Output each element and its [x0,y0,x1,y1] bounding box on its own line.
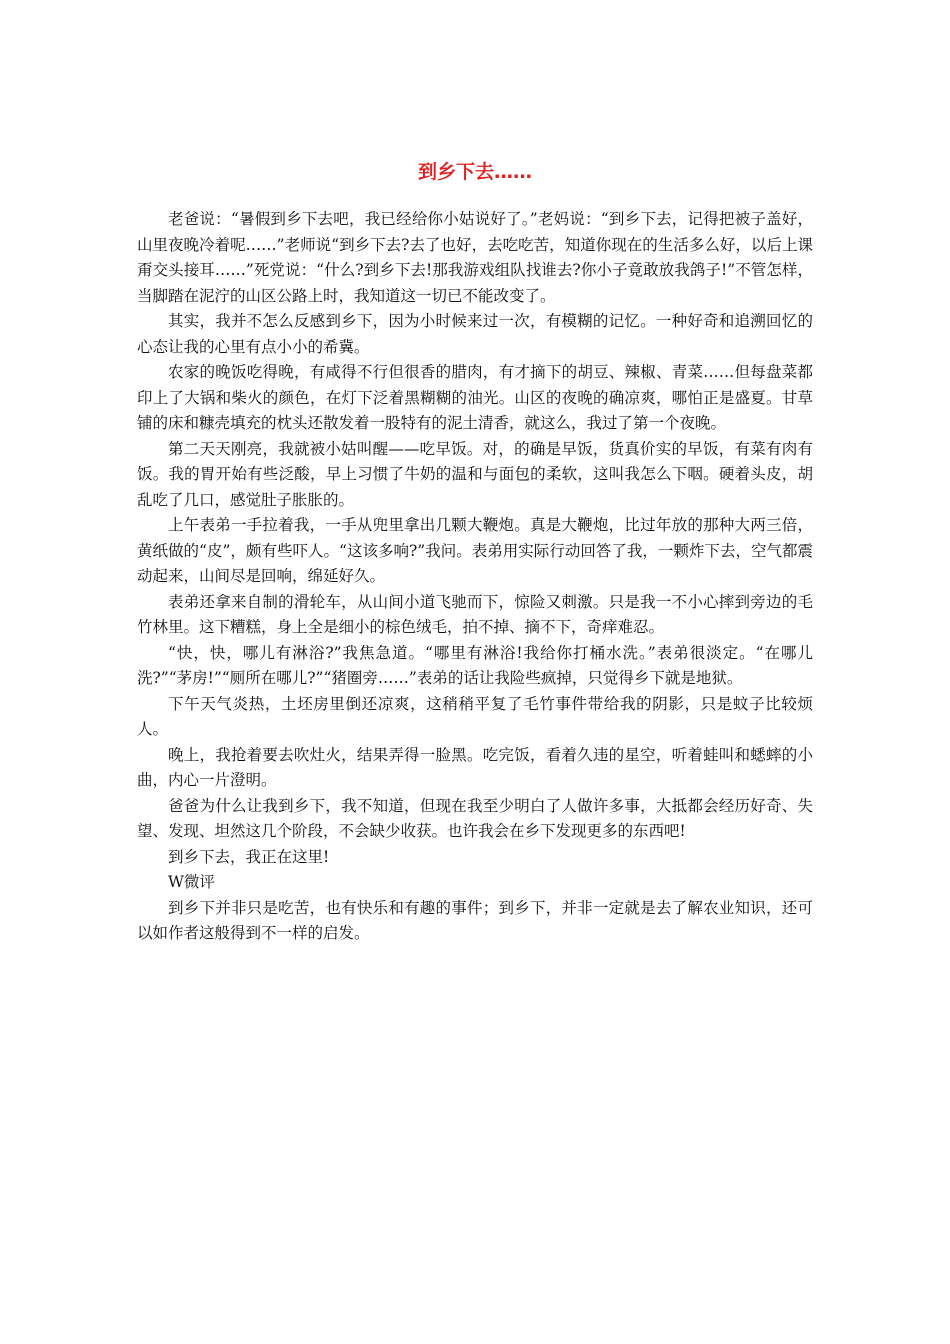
paragraph: “快，快，哪儿有淋浴?”我焦急道。“哪里有淋浴!我给你打桶水洗。”表弟很淡定。“在哪儿洗?”“茅房!”“厕所在哪儿?”“猪圈旁……”表弟的话让我险些疯掉，只觉得乡下就是地狱。 [137,643,813,687]
paragraph: 表弟还拿来自制的滑轮车，从山间小道飞驰而下，惊险又刺激。只是我一不小心摔到旁边的毛竹林里。这下糟糕，身上全是细小的棕色绒毛，拍不掉、摘不下，奇痒难忍。 [137,592,813,636]
paragraph: 其实，我并不怎么反感到乡下，因为小时候来过一次，有模糊的记忆。一种好奇和追溯回忆的心态让我的心里有点小小的希冀。 [137,312,813,356]
paragraph: 爸爸为什么让我到乡下，我不知道，但现在我至少明白了人做许多事，大抵都会经历好奇、失望、发现、坦然这几个阶段，不会缺少收获。也许我会在乡下发现更多的东西吧! [137,796,813,840]
article-title: 到乡下去…… [417,161,532,183]
paragraph: 上午表弟一手拉着我，一手从兜里拿出几颗大鞭炮。真是大鞭炮，比过年放的那种大两三倍，黄纸做的“皮”，颇有些吓人。“这该多响?”我问。表弟用实际行动回答了我，一颗炸下去，空气都震动起来，山间尽是回响，绵延好久。 [137,516,813,585]
paragraph: 第二天天刚亮，我就被小姑叫醒——吃早饭。对，的确是早饭，货真价实的早饭，有菜有肉有饭。我的胃开始有些泛酸，早上习惯了牛奶的温和与面包的柔软，这叫我怎么下咽。硬着头皮，胡乱吃了几口，感觉肚子胀胀的。 [137,439,813,509]
paragraph: 老爸说：“暑假到乡下去吧，我已经给你小姑说好了。”老妈说：“到乡下去，记得把被子盖好，山里夜晚冷着呢……”老师说“到乡下去?去了也好，去吃吃苦，知道你现在的生活多么好，以后上课甭交头接耳……”死党说：“什么?到乡下去!那我游戏组队找谁去?你小子竟敢放我鸽子!”不管怎样，当脚踏在泥泞的山区公路上时，我知道这一切已不能改变了。 [137,210,813,305]
comment-paragraph: 到乡下并非只是吃苦，也有快乐和有趣的事件；到乡下，并非一定就是去了解农业知识，还可以如作者这般得到不一样的启发。 [137,898,813,942]
paragraph: 下午天气炎热，土坯房里倒还凉爽，这稍稍平复了毛竹事件带给我的阴影，只是蚊子比较烦人。 [137,694,813,738]
article-body [137,207,813,947]
paragraph: 到乡下去，我正在这里! [168,847,330,866]
paragraph: 晚上，我抢着要去吹灶火，结果弄得一脸黑。吃完饭，看着久违的星空，听着蛙叫和蟋蟀的小曲，内心一片澄明。 [137,745,813,789]
paragraph: 农家的晚饭吃得晚，有咸得不行但很香的腊肉，有才摘下的胡豆、辣椒、青菜……但每盘菜都印上了大锅和柴火的颜色，在灯下泛着黑糊糊的油光。山区的夜晚的确凉爽，哪怕正是盛夏。甘草铺的床和糠壳填充的枕头还散发着一股特有的泥土清香，就这么，我过了第一个夜晚。 [137,363,813,432]
comment-heading: W微评 [168,873,215,891]
